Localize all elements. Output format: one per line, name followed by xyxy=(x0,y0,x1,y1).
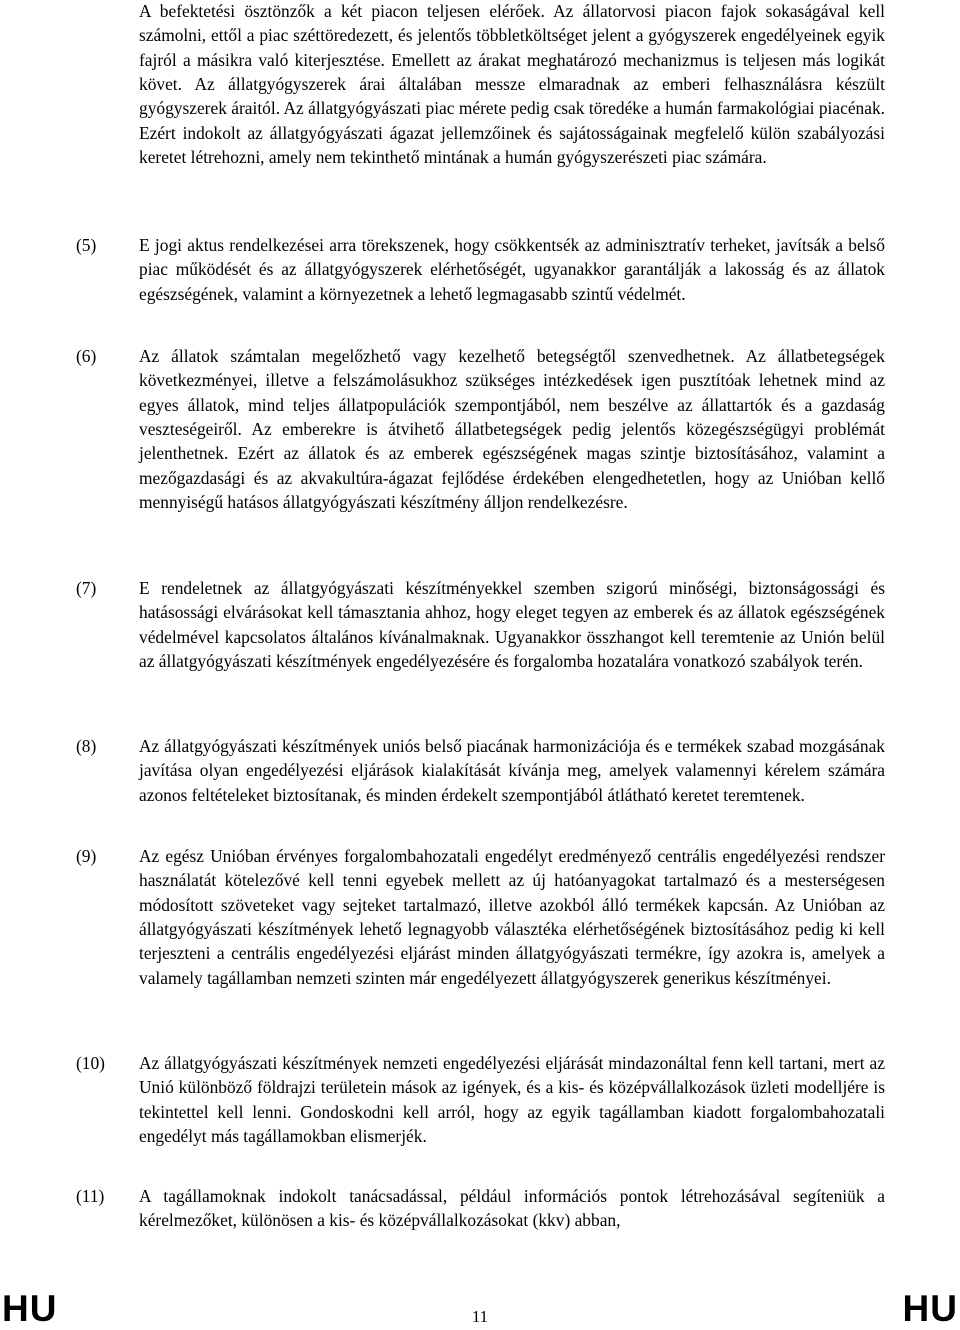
paragraph-9: Az egész Unióban érvényes forgalombahozatali engedélyt eredményező centrális engedélyezési rendszer használatát kötelezővé kell tenni egyebek mellett az új hatóanyagokat tartalmazó és a mesterségesen módosított szöveteket vagy sejteket tartalmazó, illetve azokból álló termékek kapcsán. Az Unióban az állatgyógyászati készítmények lehető legnagyobb választéka elérhetőségének biztosításához pedig ki kell terjeszteni a centrális engedélyezési eljárást minden állatgyógyászati termékre, így azokra is, amelyek a valamely tagállamban nemzeti szinten már engedélyezett állatgyógyszerek generikus készítményei. xyxy=(139,846,885,988)
paragraph-number-7: (7) xyxy=(76,578,97,598)
paragraph-11: A tagállamoknak indokolt tanácsadással, például információs pontok létrehozásával segíteniük a kérelmezőket, különösen a kis- és középvállalkozásokat (kkv) abban, xyxy=(139,1186,885,1231)
paragraph-number-9: (9) xyxy=(76,846,97,866)
paragraph-8: Az állatgyógyászati készítmények uniós belső piacának harmonizációja és e termékek szabad mozgásának javítása olyan engedélyezési eljárások kialakítását kívánja meg, amelyek valamennyi kérelem számára azonos feltételeket biztosítanak, és minden érdekelt szempontjából átlátható keretet teremtenek. xyxy=(139,736,885,805)
paragraph-number-11: (11) xyxy=(76,1186,105,1206)
paragraph-number-10: (10) xyxy=(76,1053,105,1073)
paragraph-10: Az állatgyógyászati készítmények nemzeti engedélyezési eljárását mindazonáltal fenn kell tartani, mert az Unió különböző földrajzi területein mások az igények, és a kis- és középvállalkozások üzleti modelljére is tekintettel kell lenni. Gondoskodni kell arról, hogy az egyik tagállamban kiadott forgalombahozatali engedélyt más tagállamokban elismerjék. xyxy=(139,1053,885,1147)
footer-language-code-right: HU xyxy=(902,1288,958,1329)
paragraph-number-5: (5) xyxy=(76,235,97,255)
page-number: 11 xyxy=(471,1307,489,1326)
paragraph-6: Az állatok számtalan megelőzhető vagy kezelhető betegségtől szenvedhetnek. Az állatbetegségek következményei, illetve a felszámolásukhoz szükséges intézkedések igen pusztítóak lehetnek mind az egyes állatok, mind teljes állatpopulációk szempontjából, nem beszélve az állattartók és a gazdaság veszteségeiről. Az emberekre is átvihető állatbetegségek pedig jelentős közegészségügyi problémát jelenthetnek. Ezért az állatok és az emberek egészségének magas szintje biztosításához, valamint a mezőgazdasági és az akvakultúra-ágazat fejlődése érdekében elengedhetetlen, hogy az Unióban kellő mennyiségű hatásos állatgyógyászati készítmény álljon rendelkezésre. xyxy=(139,346,885,513)
paragraph-7: E rendeletnek az állatgyógyászati készítményekkel szemben szigorú minőségi, biztonságossági és hatásossági elvárásokat kell támasztania ahhoz, hogy eleget tegyen az emberek és az állatok egészségének védelmével kapcsolatos általános kívánalmaknak. Ugyanakkor összhangot kell teremtenie az Unión belül az állatgyógyászati készítmények engedélyezésére és forgalomba hozatalára vonatkozó szabályok terén. xyxy=(139,578,885,672)
paragraph-number-6: (6) xyxy=(76,346,97,366)
continuation-paragraph: A befektetési ösztönzők a két piacon teljesen elérőek. Az állatorvosi piacon fajok sokaságával kell számolni, ettől a piac széttöredezett, és jelentős többletköltséget jelent a gyógyszerek engedélyeinek egyik fajról a másikra való kiterjesztése. Emellett az árakat meghatározó mechanizmus is teljesen más logikát követ. Az állatgyógyszerek árai általában messze elmaradnak az emberi felhasználásra készült gyógyszerek áraitól. Az állatgyógyászati piac mérete pedig csak töredéke a humán farmakológiai piacénak. Ezért indokolt az állatgyógyászati ágazat jellemzőinek és sajátosságainak megfelelő külön szabályozási keretet létrehozni, amely nem tekinthető mintának a humán gyógyszerészeti piac számára. xyxy=(139,1,885,168)
paragraph-5: E jogi aktus rendelkezései arra törekszenek, hogy csökkentsék az adminisztratív terheket, javítsák a belső piac működését és az állatgyógyszerek elérhetőségét, ugyanakkor garantálják a lakosság és az állatok egészségének, valamint a környezetnek a lehető legmagasabb szintű védelmét. xyxy=(139,235,885,304)
footer-language-code-left: HU xyxy=(2,1288,58,1329)
paragraph-number-8: (8) xyxy=(76,736,97,756)
